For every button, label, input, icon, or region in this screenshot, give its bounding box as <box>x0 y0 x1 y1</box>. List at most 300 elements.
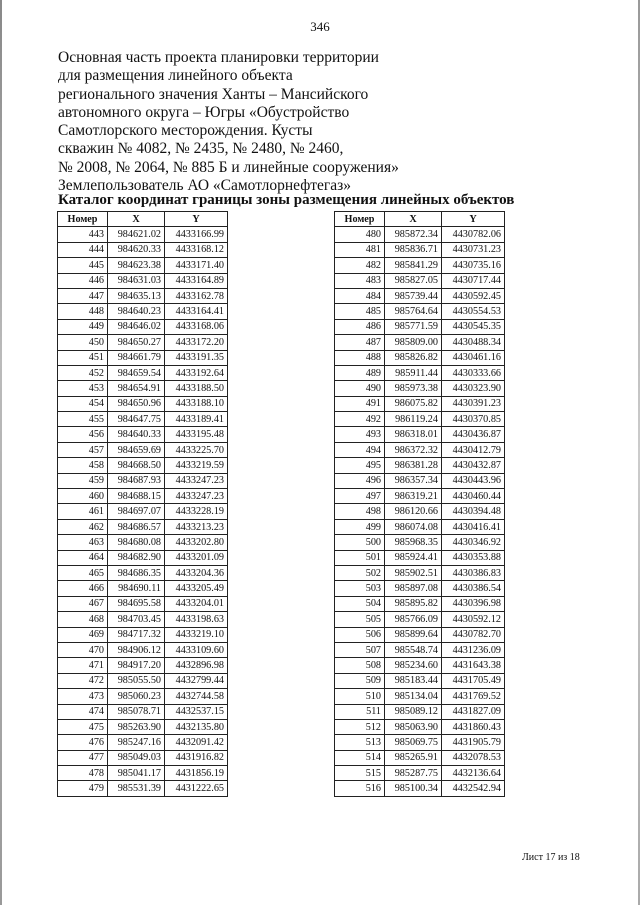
coord-x: 984620.33 <box>108 242 165 257</box>
coord-x: 985924.41 <box>385 550 442 565</box>
coord-y: 4433162.78 <box>165 288 228 303</box>
heading-line: Основная часть проекта планировки территории <box>58 49 379 66</box>
point-number: 450 <box>58 335 108 350</box>
point-number: 451 <box>58 350 108 365</box>
coord-y: 4433205.49 <box>165 581 228 596</box>
coord-x: 984703.45 <box>108 612 165 627</box>
coord-y: 4432078.53 <box>442 750 505 765</box>
table-row <box>58 766 228 781</box>
coord-x: 985973.38 <box>385 381 442 396</box>
table-row <box>335 458 505 473</box>
coord-y: 4433192.64 <box>165 365 228 380</box>
coord-x: 984680.08 <box>108 535 165 550</box>
coord-y: 4430782.06 <box>442 227 505 242</box>
coord-x: 985263.90 <box>108 719 165 734</box>
coord-x: 984635.13 <box>108 288 165 303</box>
point-number: 506 <box>335 627 385 642</box>
point-number: 515 <box>335 766 385 781</box>
coord-x: 986074.08 <box>385 519 442 534</box>
coord-y: 4430782.70 <box>442 627 505 642</box>
coord-x: 985766.09 <box>385 612 442 627</box>
table-row <box>335 227 505 242</box>
coord-y: 4431856.19 <box>165 766 228 781</box>
coord-x: 984688.15 <box>108 489 165 504</box>
point-number: 475 <box>58 719 108 734</box>
table-row <box>58 258 228 273</box>
coord-x: 985548.74 <box>385 642 442 657</box>
coord-y: 4431222.65 <box>165 781 228 796</box>
coord-x: 986381.28 <box>385 458 442 473</box>
coord-x: 985841.29 <box>385 258 442 273</box>
coord-x: 986119.24 <box>385 412 442 427</box>
table-row <box>335 658 505 673</box>
coord-x: 984668.50 <box>108 458 165 473</box>
coord-x: 985771.59 <box>385 319 442 334</box>
coord-y: 4433168.12 <box>165 242 228 257</box>
coord-y: 4430386.83 <box>442 565 505 580</box>
table-row <box>58 335 228 350</box>
table-row <box>58 288 228 303</box>
coord-y: 4431916.82 <box>165 750 228 765</box>
coord-x: 984650.27 <box>108 335 165 350</box>
table-row <box>58 550 228 565</box>
table-row <box>58 381 228 396</box>
table-row <box>58 596 228 611</box>
coord-y: 4433204.36 <box>165 565 228 580</box>
coord-y: 4433213.23 <box>165 519 228 534</box>
coord-x: 984650.96 <box>108 396 165 411</box>
coord-y: 4432136.64 <box>442 766 505 781</box>
table-row <box>58 489 228 504</box>
coord-x: 985134.04 <box>385 689 442 704</box>
table-row <box>58 735 228 750</box>
table-row <box>335 381 505 396</box>
coord-y: 4430416.41 <box>442 519 505 534</box>
coord-y: 4430370.85 <box>442 412 505 427</box>
coord-y: 4433164.89 <box>165 273 228 288</box>
coord-x: 985069.75 <box>385 735 442 750</box>
coord-y: 4432537.15 <box>165 704 228 719</box>
coord-x: 984661.79 <box>108 350 165 365</box>
coord-x: 985902.51 <box>385 565 442 580</box>
point-number: 492 <box>335 412 385 427</box>
point-number: 457 <box>58 442 108 457</box>
point-number: 468 <box>58 612 108 627</box>
coord-x: 984682.90 <box>108 550 165 565</box>
heading-line: Самотлорского месторождения. Кусты <box>58 122 313 140</box>
coord-y: 4431643.38 <box>442 658 505 673</box>
coord-y: 4430592.45 <box>442 288 505 303</box>
point-number: 513 <box>335 735 385 750</box>
header-y: Y <box>442 212 505 227</box>
table-row <box>335 350 505 365</box>
coord-y: 4430554.53 <box>442 304 505 319</box>
coord-x: 985089.12 <box>385 704 442 719</box>
heading-line: для размещения линейного объекта <box>58 67 293 85</box>
point-number: 461 <box>58 504 108 519</box>
point-number: 479 <box>58 781 108 796</box>
coord-x: 984917.20 <box>108 658 165 673</box>
table-row <box>58 412 228 427</box>
table-row <box>335 689 505 704</box>
point-number: 499 <box>335 519 385 534</box>
coord-x: 984640.23 <box>108 304 165 319</box>
table-row <box>335 642 505 657</box>
coord-x: 985063.90 <box>385 719 442 734</box>
coord-y: 4431905.79 <box>442 735 505 750</box>
table-row <box>58 642 228 657</box>
table-row <box>335 489 505 504</box>
point-number: 494 <box>335 442 385 457</box>
heading-line: скважин № 4082, № 2435, № 2480, № 2460, <box>58 140 344 158</box>
point-number: 516 <box>335 781 385 796</box>
heading-line: № 2008, № 2064, № 885 Б и линейные сооружения» <box>58 158 399 176</box>
table-row <box>58 565 228 580</box>
header-number: Номер <box>335 212 385 227</box>
table-row <box>58 365 228 380</box>
coord-x: 984654.91 <box>108 381 165 396</box>
point-number: 467 <box>58 596 108 611</box>
coord-y: 4433164.41 <box>165 304 228 319</box>
table-row <box>58 427 228 442</box>
header-x: X <box>108 212 165 227</box>
point-number: 483 <box>335 273 385 288</box>
point-number: 497 <box>335 489 385 504</box>
point-number: 481 <box>335 242 385 257</box>
coord-y: 4433219.10 <box>165 627 228 642</box>
document-heading <box>58 49 528 195</box>
table-row <box>58 273 228 288</box>
table-row <box>58 612 228 627</box>
table-row <box>335 442 505 457</box>
point-number: 496 <box>335 473 385 488</box>
table-row <box>335 365 505 380</box>
heading-line: автономного округа – Югры «Обустройство <box>58 103 350 121</box>
heading-line: регионального значения Ханты – Мансийского <box>58 85 369 103</box>
table-row <box>58 442 228 457</box>
coord-x: 984686.35 <box>108 565 165 580</box>
table-row <box>335 412 505 427</box>
coord-y: 4433188.50 <box>165 381 228 396</box>
coord-x: 985809.00 <box>385 335 442 350</box>
coord-y: 4430436.87 <box>442 427 505 442</box>
coord-x: 985899.64 <box>385 627 442 642</box>
table-row <box>58 304 228 319</box>
coord-y: 4433109.60 <box>165 642 228 657</box>
coord-y: 4433219.59 <box>165 458 228 473</box>
point-number: 473 <box>58 689 108 704</box>
coord-x: 986075.82 <box>385 396 442 411</box>
point-number: 490 <box>335 381 385 396</box>
coord-x: 984697.07 <box>108 504 165 519</box>
coord-x: 985826.82 <box>385 350 442 365</box>
coord-y: 4431769.52 <box>442 689 505 704</box>
point-number: 453 <box>58 381 108 396</box>
point-number: 485 <box>335 304 385 319</box>
coord-x: 984659.54 <box>108 365 165 380</box>
table-row <box>335 781 505 796</box>
coord-y: 4433198.63 <box>165 612 228 627</box>
point-number: 504 <box>335 596 385 611</box>
table-row <box>335 258 505 273</box>
table-row <box>58 719 228 734</box>
point-number: 471 <box>58 658 108 673</box>
table-row <box>335 242 505 257</box>
table-row <box>335 535 505 550</box>
coord-x: 986372.32 <box>385 442 442 457</box>
coord-y: 4433166.99 <box>165 227 228 242</box>
point-number: 480 <box>335 227 385 242</box>
table-row <box>335 766 505 781</box>
coord-x: 985234.60 <box>385 658 442 673</box>
table-row <box>58 750 228 765</box>
coord-y: 4430432.87 <box>442 458 505 473</box>
point-number: 466 <box>58 581 108 596</box>
coord-y: 4430346.92 <box>442 535 505 550</box>
point-number: 478 <box>58 766 108 781</box>
table-row <box>58 689 228 704</box>
point-number: 462 <box>58 519 108 534</box>
coord-y: 4430394.48 <box>442 504 505 519</box>
coordinates-table-right <box>334 211 505 797</box>
coord-x: 985100.34 <box>385 781 442 796</box>
table-row <box>58 473 228 488</box>
table-row <box>58 227 228 242</box>
table-row <box>58 458 228 473</box>
coord-y: 4430460.44 <box>442 489 505 504</box>
coord-x: 985055.50 <box>108 673 165 688</box>
point-number: 449 <box>58 319 108 334</box>
point-number: 470 <box>58 642 108 657</box>
coord-x: 984695.58 <box>108 596 165 611</box>
coord-y: 4433188.10 <box>165 396 228 411</box>
header-y: Y <box>165 212 228 227</box>
coord-y: 4433189.41 <box>165 412 228 427</box>
point-number: 507 <box>335 642 385 657</box>
scan-edge-left <box>0 0 2 905</box>
coord-x: 986318.01 <box>385 427 442 442</box>
coord-x: 986120.66 <box>385 504 442 519</box>
catalog-title: Каталог координат границы зоны размещения линейных объектов <box>58 192 515 208</box>
point-number: 476 <box>58 735 108 750</box>
table-row <box>335 750 505 765</box>
point-number: 503 <box>335 581 385 596</box>
coord-x: 985531.39 <box>108 781 165 796</box>
coord-x: 984686.57 <box>108 519 165 534</box>
point-number: 486 <box>335 319 385 334</box>
table-row <box>335 612 505 627</box>
coord-y: 4432744.58 <box>165 689 228 704</box>
point-number: 495 <box>335 458 385 473</box>
header-number: Номер <box>58 212 108 227</box>
table-row <box>335 581 505 596</box>
coord-y: 4430333.66 <box>442 365 505 380</box>
point-number: 448 <box>58 304 108 319</box>
table-row <box>58 319 228 334</box>
coord-x: 984647.75 <box>108 412 165 427</box>
table-row <box>335 719 505 734</box>
point-number: 511 <box>335 704 385 719</box>
coord-x: 984631.03 <box>108 273 165 288</box>
coord-x: 985836.71 <box>385 242 442 257</box>
point-number: 498 <box>335 504 385 519</box>
coord-x: 985872.34 <box>385 227 442 242</box>
table-row <box>335 550 505 565</box>
table-row <box>58 535 228 550</box>
coord-y: 4431827.09 <box>442 704 505 719</box>
coord-y: 4433171.40 <box>165 258 228 273</box>
point-number: 488 <box>335 350 385 365</box>
coord-x: 984623.38 <box>108 258 165 273</box>
table-row <box>335 288 505 303</box>
coord-x: 985078.71 <box>108 704 165 719</box>
coord-y: 4432091.42 <box>165 735 228 750</box>
table-row <box>335 335 505 350</box>
table-header-row <box>335 212 505 227</box>
coord-y: 4433247.23 <box>165 473 228 488</box>
table-row <box>335 596 505 611</box>
coord-y: 4430545.35 <box>442 319 505 334</box>
coord-x: 985049.03 <box>108 750 165 765</box>
point-number: 464 <box>58 550 108 565</box>
point-number: 456 <box>58 427 108 442</box>
table-row <box>58 627 228 642</box>
table-row <box>58 658 228 673</box>
coord-y: 4431705.49 <box>442 673 505 688</box>
coord-x: 985827.05 <box>385 273 442 288</box>
point-number: 465 <box>58 565 108 580</box>
coord-y: 4433195.48 <box>165 427 228 442</box>
point-number: 454 <box>58 396 108 411</box>
point-number: 474 <box>58 704 108 719</box>
coord-y: 4430323.90 <box>442 381 505 396</box>
coord-y: 4433191.35 <box>165 350 228 365</box>
point-number: 446 <box>58 273 108 288</box>
point-number: 489 <box>335 365 385 380</box>
coord-y: 4432542.94 <box>442 781 505 796</box>
coord-y: 4432799.44 <box>165 673 228 688</box>
table-row <box>58 781 228 796</box>
coord-y: 4432896.98 <box>165 658 228 673</box>
coord-y: 4430592.12 <box>442 612 505 627</box>
point-number: 493 <box>335 427 385 442</box>
point-number: 509 <box>335 673 385 688</box>
header-x: X <box>385 212 442 227</box>
coord-y: 4433168.06 <box>165 319 228 334</box>
coord-y: 4430386.54 <box>442 581 505 596</box>
coord-x: 985911.44 <box>385 365 442 380</box>
coord-x: 985739.44 <box>385 288 442 303</box>
table-row <box>58 581 228 596</box>
point-number: 491 <box>335 396 385 411</box>
table-row <box>335 735 505 750</box>
point-number: 484 <box>335 288 385 303</box>
coord-x: 986357.34 <box>385 473 442 488</box>
page-number: 346 <box>310 19 330 34</box>
point-number: 500 <box>335 535 385 550</box>
point-number: 452 <box>58 365 108 380</box>
coord-y: 4430717.44 <box>442 273 505 288</box>
table-row <box>58 519 228 534</box>
table-row <box>58 673 228 688</box>
coord-y: 4430353.88 <box>442 550 505 565</box>
coord-x: 985247.16 <box>108 735 165 750</box>
coord-x: 984690.11 <box>108 581 165 596</box>
coord-y: 4432135.80 <box>165 719 228 734</box>
point-number: 447 <box>58 288 108 303</box>
point-number: 477 <box>58 750 108 765</box>
coord-x: 985041.17 <box>108 766 165 781</box>
coord-x: 984906.12 <box>108 642 165 657</box>
point-number: 508 <box>335 658 385 673</box>
coord-y: 4433228.19 <box>165 504 228 519</box>
table-row <box>335 504 505 519</box>
coord-x: 984659.69 <box>108 442 165 457</box>
table-row <box>335 396 505 411</box>
coord-x: 984717.32 <box>108 627 165 642</box>
point-number: 512 <box>335 719 385 734</box>
coord-x: 985897.08 <box>385 581 442 596</box>
coord-x: 986319.21 <box>385 489 442 504</box>
coord-y: 4433172.20 <box>165 335 228 350</box>
point-number: 501 <box>335 550 385 565</box>
coord-x: 985968.35 <box>385 535 442 550</box>
coord-x: 985183.44 <box>385 673 442 688</box>
coord-y: 4430731.23 <box>442 242 505 257</box>
table-row <box>335 273 505 288</box>
coordinates-table-left <box>57 211 228 797</box>
coord-y: 4430735.16 <box>442 258 505 273</box>
coord-x: 984640.33 <box>108 427 165 442</box>
table-row <box>335 704 505 719</box>
table-row <box>58 504 228 519</box>
coord-x: 985764.64 <box>385 304 442 319</box>
point-number: 455 <box>58 412 108 427</box>
point-number: 514 <box>335 750 385 765</box>
coord-y: 4430443.96 <box>442 473 505 488</box>
point-number: 487 <box>335 335 385 350</box>
point-number: 505 <box>335 612 385 627</box>
coord-y: 4430396.98 <box>442 596 505 611</box>
coord-y: 4433201.09 <box>165 550 228 565</box>
coord-y: 4433204.01 <box>165 596 228 611</box>
heading-line: Землепользователь АО «Самотлорнефтегаз» <box>58 177 352 195</box>
point-number: 445 <box>58 258 108 273</box>
point-number: 459 <box>58 473 108 488</box>
coord-y: 4430391.23 <box>442 396 505 411</box>
table-row <box>335 304 505 319</box>
coord-y: 4430412.79 <box>442 442 505 457</box>
point-number: 510 <box>335 689 385 704</box>
coord-x: 985895.82 <box>385 596 442 611</box>
coord-x: 984621.02 <box>108 227 165 242</box>
coord-y: 4431236.09 <box>442 642 505 657</box>
coord-y: 4431860.43 <box>442 719 505 734</box>
table-header-row <box>58 212 228 227</box>
point-number: 502 <box>335 565 385 580</box>
coord-x: 985060.23 <box>108 689 165 704</box>
point-number: 472 <box>58 673 108 688</box>
coord-x: 984687.93 <box>108 473 165 488</box>
table-row <box>335 319 505 334</box>
table-row <box>58 350 228 365</box>
point-number: 460 <box>58 489 108 504</box>
point-number: 469 <box>58 627 108 642</box>
table-row <box>335 627 505 642</box>
table-row <box>335 673 505 688</box>
coord-y: 4433247.23 <box>165 489 228 504</box>
table-row <box>335 473 505 488</box>
